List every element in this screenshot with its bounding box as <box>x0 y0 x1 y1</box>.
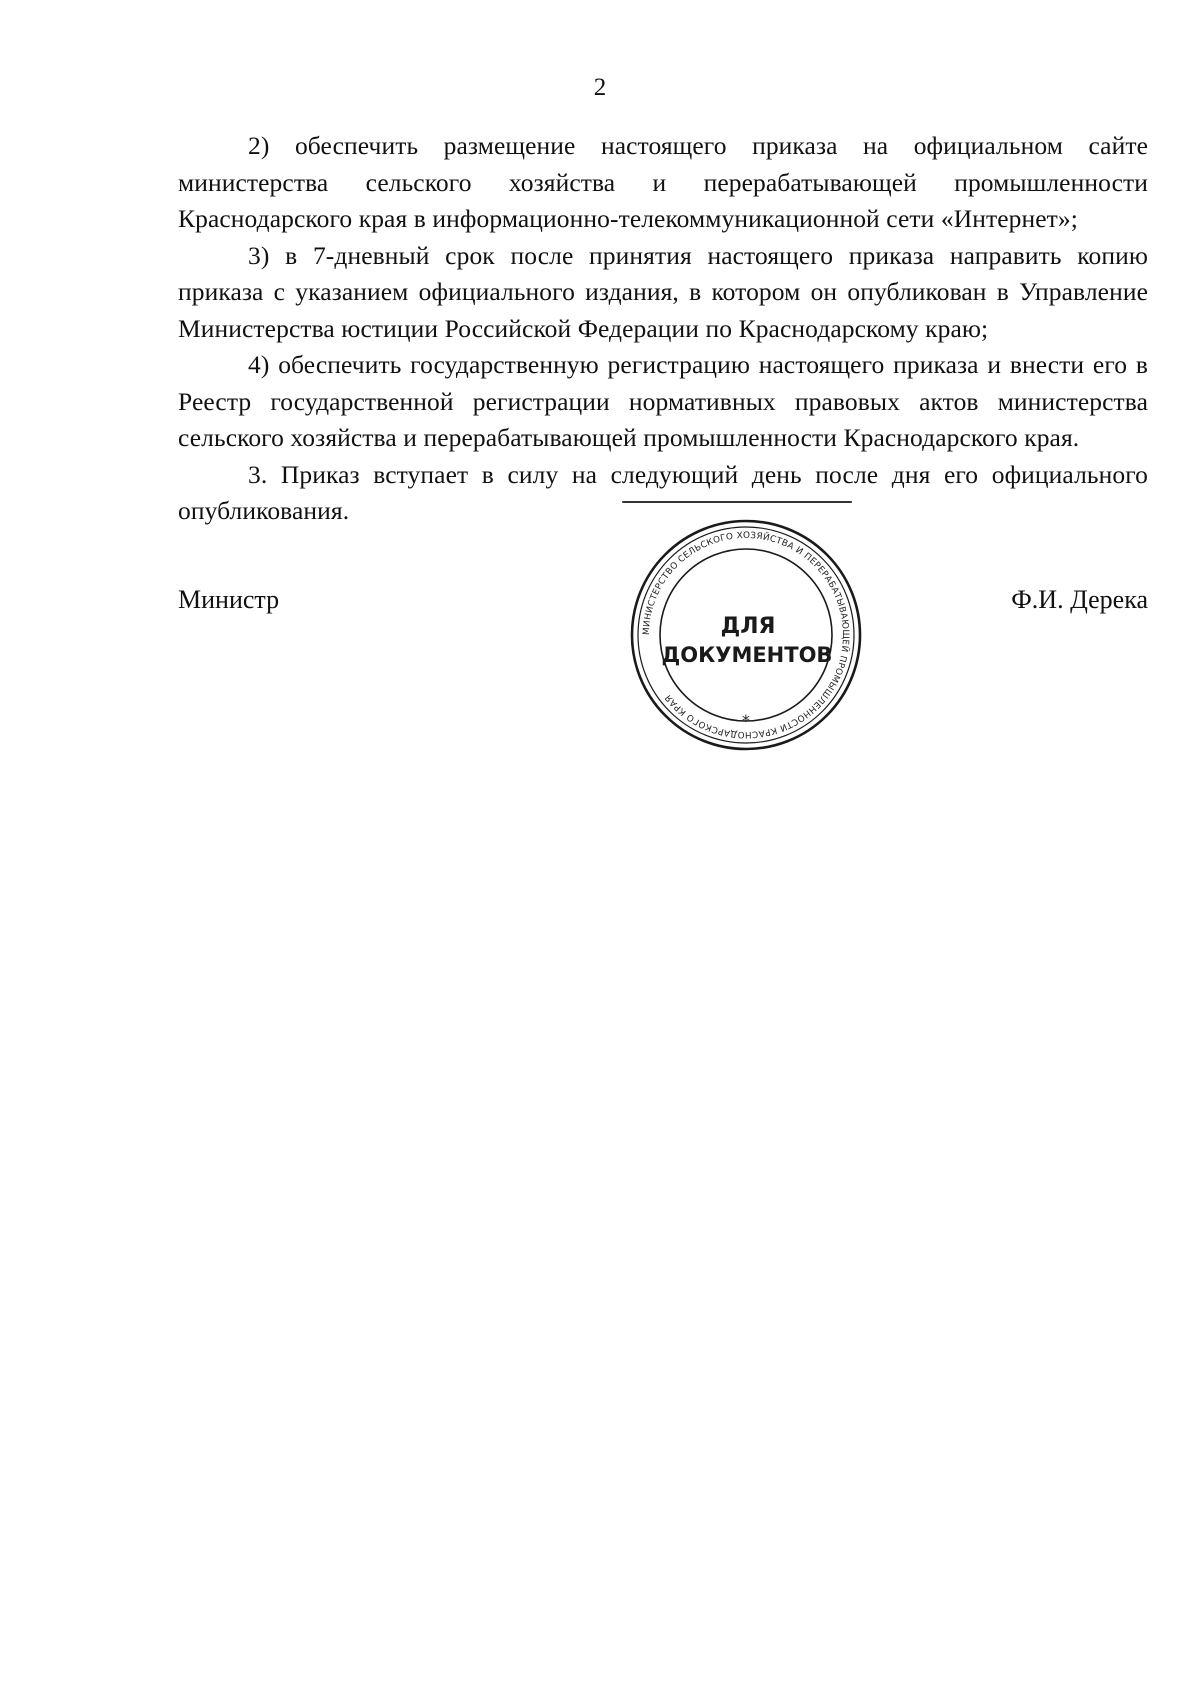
official-stamp <box>627 516 865 754</box>
stamp-seal-graphic <box>627 516 865 754</box>
stamp-line-2: ДОКУМЕНТОВ <box>661 643 833 667</box>
page-number: 2 <box>593 74 607 101</box>
signatory-name: Ф.И. Дерека <box>1011 585 1148 614</box>
stamp-star: * <box>741 711 751 730</box>
paragraph-item-4: 4) обеспечить государственную регистрацию настоящего приказа и внести его в Реестр государственной регистрации нормативных правовых актов министерства сельского хозяйства и перерабатывающей промышленности Краснодарского края. <box>178 350 1148 452</box>
stamp-line-1: ДЛЯ <box>720 614 776 639</box>
document-body <box>178 128 1148 530</box>
stamp-ring-text: МИНИСТЕРСТВО СЕЛЬСКОГО ХОЗЯЙСТВА И ПЕРЕРАБАТЫВАЮЩЕЙ ПРОМЫШЛЕННОСТИ КРАСНОДАРСКОГО КРАЯ <box>641 530 851 740</box>
handwritten-underline <box>622 501 852 503</box>
signatory-title: Министр <box>178 585 280 614</box>
paragraph-item-2: 2) обеспечить размещение настоящего приказа на официальном сайте министерства сельского хозяйства и перерабатывающей промышленности Краснодарского края в информационно-телекоммуникационной сети «Интернет»; <box>178 131 1148 233</box>
paragraph-item-3: 3) в 7-дневный срок после принятия настоящего приказа направить копию приказа с указанием официального издания, в котором он опубликован в Управление Министерства юстиции Российской Федерации по Краснодарскому краю; <box>178 240 1148 343</box>
paragraph-clause-3: 3. Приказ вступает в силу на следующий день после дня его официального опубликования. <box>178 459 1148 525</box>
